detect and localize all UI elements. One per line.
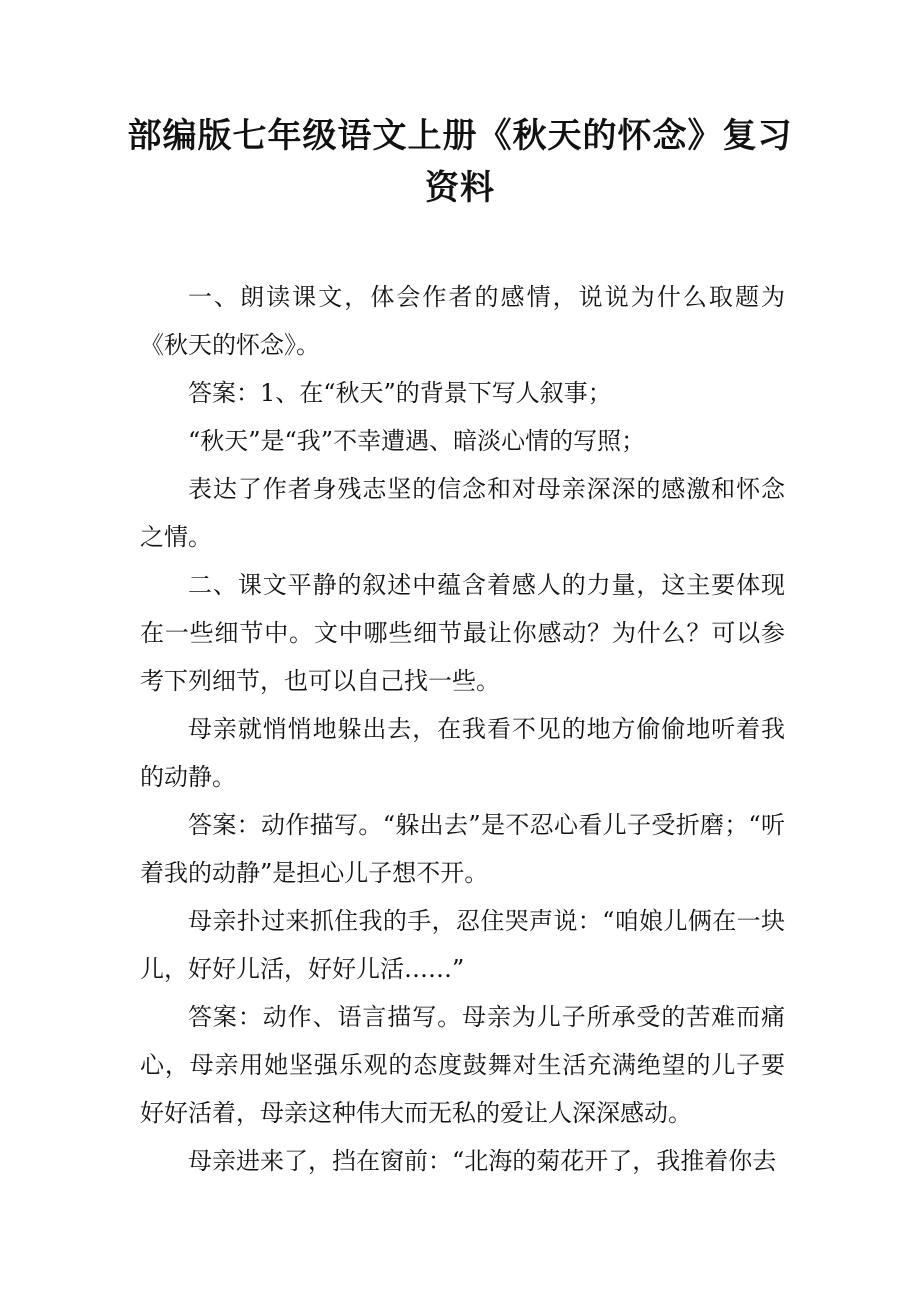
- document-title: [120, 110, 800, 214]
- title-line-2: 资料: [425, 168, 495, 208]
- paragraph-question-1: 一、朗读课文，体会作者的感情，说说为什么取题为《秋天的怀念》。: [140, 283, 785, 359]
- paragraph-answer-1b: “秋天”是“我”不幸遭遇、暗淡心情的写照；: [188, 427, 646, 455]
- document-body: [140, 273, 785, 1185]
- paragraph-detail-1: 母亲就悄悄地躲出去，在我看不见的地方偷偷地听着我的动静。: [140, 715, 785, 791]
- paragraph-answer-1c: 表达了作者身残志坚的信念和对母亲深深的感激和怀念之情。: [140, 475, 785, 551]
- paragraph-answer-1a: 答案：1、在“秋天”的背景下写人叙事；: [188, 379, 612, 407]
- paragraph-detail-3: 母亲进来了，挡在窗前：“北海的菊花开了，我推着你去: [188, 1147, 777, 1175]
- paragraph-detail-2: 母亲扑过来抓住我的手，忍住哭声说：“咱娘儿俩在一块儿，好好儿活，好好儿活……”: [140, 907, 785, 983]
- paragraph-question-2: 二、课文平静的叙述中蕴含着感人的力量，这主要体现在一些细节中。文中哪些细节最让你感动？为什么？可以参考下列细节，也可以自己找一些。: [140, 571, 785, 695]
- paragraph-answer-2a: 答案：动作描写。“躲出去”是不忍心看儿子受折磨；“听着我的动静”是担心儿子想不开。: [140, 811, 785, 887]
- paragraph-answer-2b: 答案：动作、语言描写。母亲为儿子所承受的苦难而痛心，母亲用她坚强乐观的态度鼓舞对生活充满绝望的儿子要好好活着，母亲这种伟大而无私的爱让人深深感动。: [140, 1003, 785, 1127]
- title-line-1: 部编版七年级语文上册《秋天的怀念》复习: [127, 116, 793, 156]
